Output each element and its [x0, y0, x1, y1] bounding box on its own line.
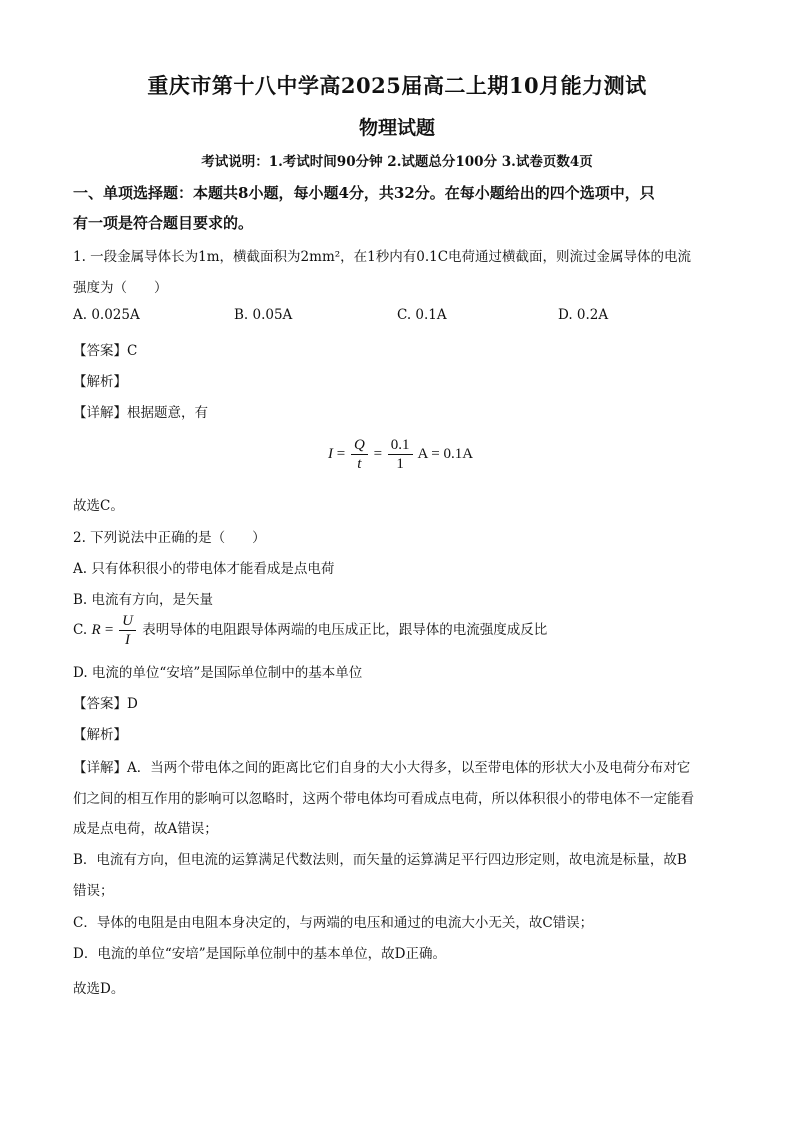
- exam-notes: 考试说明：1.考试时间90分钟 2.试题总分100分 3.试卷页数4页: [201, 154, 593, 170]
- formula-result: = 0.1A: [431, 445, 474, 462]
- formula-lhs: I: [328, 445, 333, 462]
- q1-stem-line2: 强度为（ ）: [73, 280, 168, 296]
- page-title: 重庆市第十八中学高2025届高二上期10月能力测试: [147, 73, 647, 98]
- q2-detail-line: 【详解】A．当两个带电体之间的距离比它们自身的大小大得多，以至带电体的形状大小及电荷分布对它: [73, 760, 691, 776]
- q1-formula: I = $\frac{Q}{t}$ = $\frac{0.1}{1}$ A = 0.1A: [328, 437, 474, 472]
- q1-option-d: D. 0.2A: [558, 307, 609, 323]
- q2-option-c-text: 表明导体的电阻跟导体两端的电压成正比，跟导体的电流强度成反比: [142, 622, 548, 638]
- section-heading-line2: 有一项是符合题目要求的。: [73, 214, 254, 232]
- q1-option-c: C. 0.1A: [397, 307, 447, 323]
- q2-option-c-fraction: [119, 612, 136, 649]
- q1-conclusion: 故选C。: [73, 498, 124, 514]
- q2-stem: 2. 下列说法中正确的是（ ）: [73, 530, 266, 546]
- q2-analysis-label: 【解析】: [73, 727, 127, 743]
- formula-den-value: 1: [396, 456, 404, 472]
- q1-option-b: B. 0.05A: [234, 307, 293, 323]
- q1-answer: 【答案】C: [73, 343, 138, 359]
- q2-option-c-num: U: [119, 612, 136, 631]
- formula-num-q: Q: [351, 436, 368, 455]
- q2-detail-line: 们之间的相互作用的影响可以忽略时，这两个带电体均可看成点电荷，所以体积很小的带电体不一定能看: [73, 791, 694, 807]
- q2-option-a: A. 只有体积很小的带电体才能看成是点电荷: [73, 561, 335, 577]
- q1-option-a: A. 0.025A: [73, 307, 140, 323]
- formula-unit: A: [417, 445, 428, 462]
- q2-detail-line: B．电流有方向，但电流的运算满足代数法则，而矢量的运算满足平行四边形定则，故电流是标量，故B: [73, 852, 687, 868]
- formula-num-value: 0.1: [388, 436, 413, 455]
- section-heading-line1: 一、单项选择题：本题共8小题，每小题4分，共32分。在每小题给出的四个选项中，只: [73, 184, 655, 202]
- q2-detail-line: C．导体的电阻是由电阻本身决定的，与两端的电压和通过的电流大小无关，故C错误；: [73, 915, 594, 931]
- q2-detail-line: 成是点电荷，故A错误；: [73, 821, 218, 837]
- formula-fraction-q-t: [351, 436, 368, 473]
- q2-option-c: C. R = $\frac{U}{I}$ 表明导体的电阻跟导体两端的电压成正比，跟导体的电流强度成反比: [73, 613, 548, 648]
- q2-conclusion: 故选D。: [73, 981, 125, 997]
- q1-analysis-label: 【解析】: [73, 374, 127, 390]
- q2-option-c-den: I: [125, 632, 131, 648]
- q1-stem-line1: 1. 一段金属导体长为1m，横截面积为2mm²，在1秒内有0.1C电荷通过横截面，则流过金属导体的电流: [73, 249, 692, 265]
- q1-detail: 【详解】根据题意，有: [73, 405, 208, 421]
- q2-option-c-prefix: C.: [73, 622, 88, 638]
- formula-den-t: t: [357, 456, 362, 472]
- q2-detail-line: D．电流的单位“安培”是国际单位制中的基本单位，故D正确。: [73, 946, 446, 962]
- q2-option-b: B. 电流有方向，是矢量: [73, 592, 214, 608]
- formula-fraction-values: [388, 436, 413, 473]
- q2-option-d: D. 电流的单位“安培”是国际单位制中的基本单位: [73, 665, 363, 681]
- q2-option-c-lhs: R: [91, 622, 101, 638]
- page-subtitle: 物理试题: [358, 117, 435, 139]
- q2-answer: 【答案】D: [73, 696, 138, 712]
- q2-detail-line: 错误；: [73, 883, 114, 899]
